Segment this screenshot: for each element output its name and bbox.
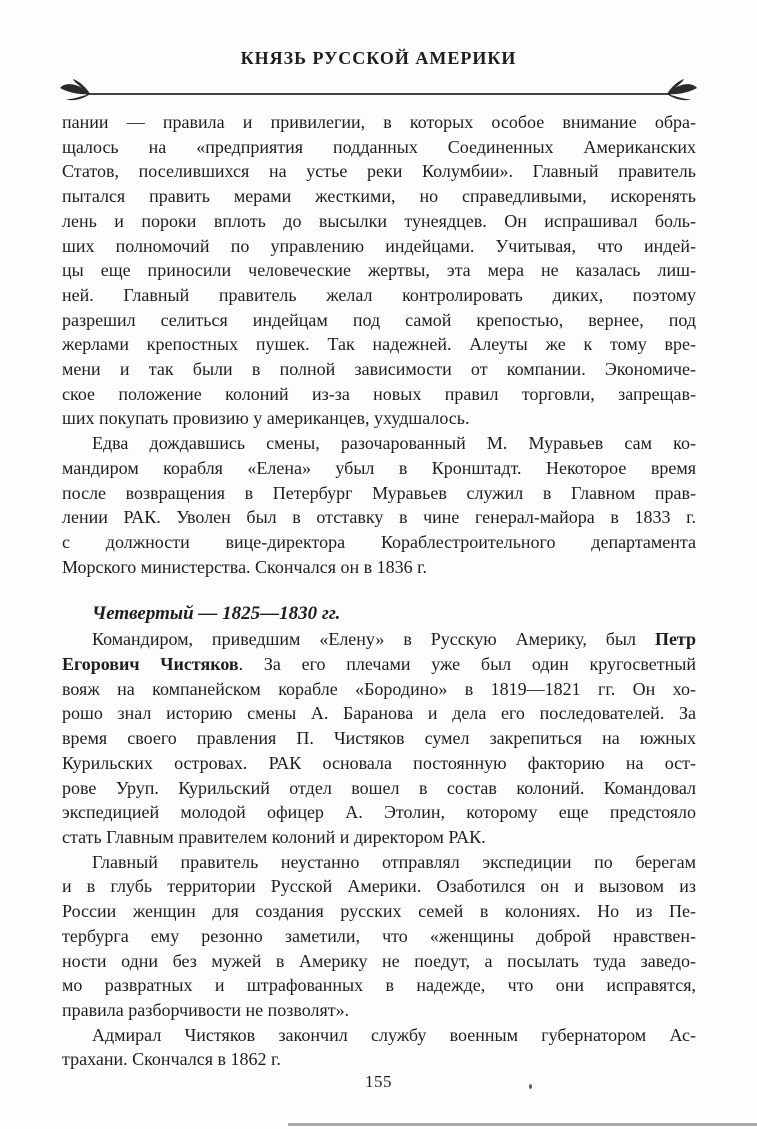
section-heading: Четвертый — 1825—1830 гг.: [92, 603, 341, 625]
text-line: экспедицией молодой офицер А. Этолин, которому еще предстояло: [62, 802, 696, 823]
text-line: правила разборчивости не позволят».: [62, 999, 350, 1020]
text-line: Адмирал Чистяков закончил службу военным губернатором Ас-: [92, 1024, 696, 1045]
text-line: ших покупать провизию у американцев, ухудшалось.: [62, 408, 470, 429]
text-line: рошо знал историю смены А. Баранова и дела его последователей. За: [62, 703, 696, 724]
text-line: Главный правитель неустанно отправлял экспедиции по берегам: [92, 851, 696, 872]
text-line: пании — правила и привилегии, в которых особое внимание обра-: [62, 112, 696, 132]
page-footer: [0, 1072, 757, 1092]
text-line: ское положение колоний из-за новых правил торговли, запрещав-: [62, 383, 696, 404]
text-line: разрешил селиться индейцам под самой крепостью, вернее, под: [62, 309, 696, 330]
text-line: Командиром, приведшим «Елену» в Русскую Америку, был Петр: [92, 629, 696, 650]
text-line: ней. Главный правитель желал контролировать диких, поэтому: [62, 284, 696, 305]
text-line: тербурга ему резонно заметили, что «женщины доброй нравствен-: [62, 925, 696, 946]
text-line: Егорович Чистяков. За его плечами уже был один кругосветный: [62, 654, 697, 675]
text-line: стать Главным правителем колоний и директором РАК.: [62, 826, 486, 847]
running-title: КНЯЗЬ РУССКОЙ АМЕРИКИ: [240, 48, 517, 68]
text-line: рове Уруп. Курильский отдел вошел в состав колоний. Командовал: [62, 777, 696, 798]
text-line: лении РАК. Уволен был в отставку в чине генерал-майора в 1833 г.: [62, 507, 696, 528]
text-line: щалось на «предприятия подданных Соединенных Американских: [62, 136, 696, 157]
text-line: жерлами крепостных пушек. Так надежней. Алеуты же к тому вре-: [62, 334, 696, 355]
header-ornament-rule: [58, 79, 699, 103]
page-number: 155: [365, 1072, 392, 1091]
paragraph: [62, 627, 696, 849]
body-text: [62, 110, 696, 1072]
text-line: Статов, поселившихся на устье реки Колумбии». Главный правитель: [62, 161, 696, 182]
text-line: с должности вице-директора Кораблестроительного департамента: [62, 531, 696, 552]
scan-speck: [529, 1084, 532, 1089]
paragraph: [62, 1023, 696, 1072]
text-line: время своего правления П. Чистяков сумел закрепиться на южных: [62, 728, 696, 749]
text-line: мо развратных и штрафованных в надежде, что они исправятся,: [62, 975, 696, 996]
ornament-left-flourish-icon: [60, 79, 90, 100]
text-line: цы еще приносили человеческие жертвы, эта мера не казалась лиш-: [62, 260, 696, 281]
paragraph: [62, 431, 696, 579]
text-line: Морского министерства. Скончался он в 1836 г.: [62, 556, 427, 577]
next-page-edge-line: [288, 1123, 757, 1126]
text-line: России женщин для создания русских семей в колониях. Но из Пе-: [62, 901, 696, 922]
ornament-rule-svg: [58, 79, 699, 103]
text-line: трахани. Скончался в 1862 г.: [62, 1049, 281, 1070]
text-line: после возвращения в Петербург Муравьев служил в Главном прав-: [62, 482, 696, 503]
text-line: мени и так были в полной зависимости от компании. Экономиче-: [62, 359, 696, 380]
text-line: и в глубь территории Русской Америки. Озаботился он и вызовом из: [62, 876, 696, 897]
text-line: пытался править мерами жесткими, но справедливыми, искоренять: [62, 186, 696, 207]
text-line: вояж на компанейском корабле «Бородино» в 1819—1821 гг. Он хо-: [62, 678, 696, 699]
text-line: Едва дождавшись смены, разочарованный М. Муравьев сам ко-: [92, 433, 696, 454]
ornament-right-flourish-icon: [667, 79, 697, 100]
text-line: мандиром корабля «Елена» убыл в Кронштадт. Некоторое время: [62, 457, 696, 478]
text-line: Курильских островах. РАК основала постоянную факторию на ост-: [62, 752, 696, 773]
text-line: лень и пороки вплоть до высылки тунеядцев. Он испрашивал боль-: [62, 210, 696, 231]
text-line: ности одни без мужей в Америку не поедут, а посылать туда заведо-: [62, 950, 696, 971]
paragraph: [62, 850, 696, 1023]
text-line: ших полномочий по управлению индейцами. Учитывая, что индей-: [62, 235, 696, 256]
paragraph: [62, 110, 696, 431]
